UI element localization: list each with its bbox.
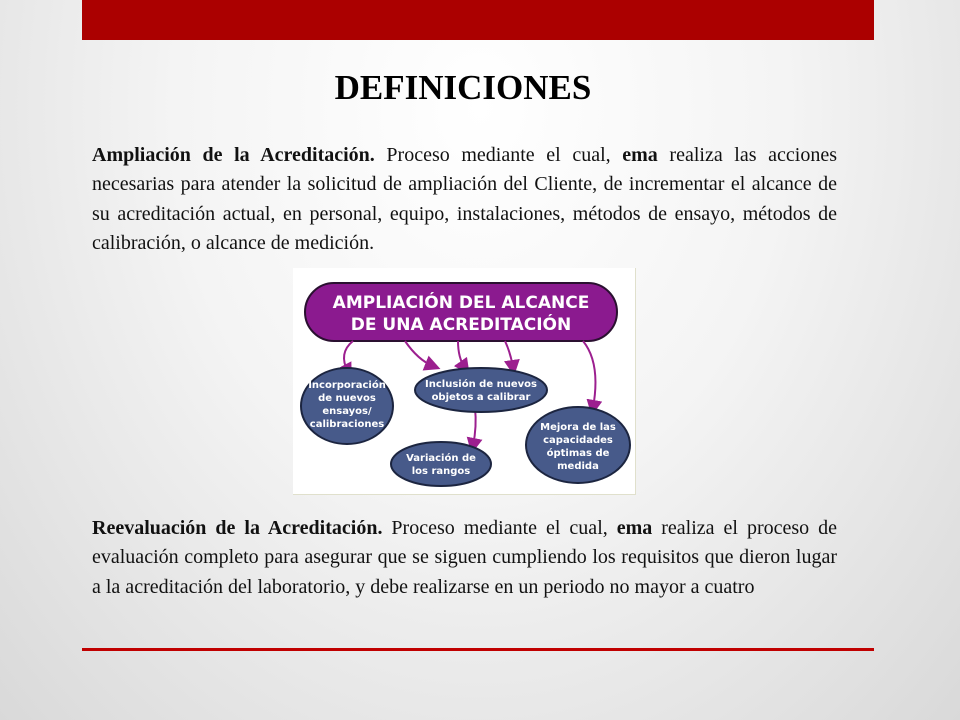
arrow-to-node4 — [583, 341, 595, 408]
node4-line3: óptimas de — [546, 448, 610, 459]
arrow-to-node3 — [473, 408, 476, 446]
node1-line1: Incorporación — [308, 380, 386, 391]
node3-line1: Variación de — [406, 453, 476, 464]
definition-reevaluacion — [92, 514, 837, 602]
node-variacion — [391, 442, 491, 486]
term-reevaluacion: Reevaluación de la Acreditación. — [92, 517, 383, 539]
term-ampliacion: Ampliación de la Acreditación. — [92, 144, 375, 166]
ema-label: ema — [622, 144, 658, 166]
para1-text-b: realiza las acciones necesarias para atender la solicitud de ampliación del Cliente, de incrementar el alcance de su acreditación actual, en personal, equipo, instalaciones, métodos de ensayo, métodos de calibración, o alcance de medición. — [92, 144, 837, 255]
arrow-to-node1b — [405, 341, 433, 366]
arrow-to-node2 — [458, 341, 465, 368]
main-node-line2: DE UNA ACREDITACIÓN — [350, 315, 572, 335]
node4-line2: capacidades — [543, 435, 613, 446]
node2-line2: objetos a calibrar — [431, 392, 531, 403]
slide-title: DEFINICIONES — [334, 68, 592, 107]
main-node-line1: AMPLIACIÓN DEL ALCANCE — [332, 293, 590, 313]
concept-diagram-svg — [293, 268, 635, 494]
node1-line2: de nuevos — [318, 393, 376, 404]
arrow-to-node2b — [505, 341, 513, 368]
node1-line3: ensayos/ — [322, 406, 372, 417]
para2-text-b: realiza el proceso de evaluación completo para asegurar que se siguen cumpliendo los requisitos que dieron lugar a la acreditación del laboratorio, y debe realizarse en un periodo no mayor a cuatro — [92, 517, 837, 598]
definition-ampliacion — [92, 141, 837, 259]
node4-line1: Mejora de las — [540, 422, 616, 433]
para2-text-a: Proceso mediante el cual, — [382, 517, 617, 539]
top-accent-bar — [82, 0, 874, 40]
node3-line2: los rangos — [411, 466, 471, 477]
node2-line1: Inclusión de nuevos — [425, 379, 537, 390]
concept-diagram — [293, 268, 636, 495]
node1-line4: calibraciones — [309, 419, 385, 430]
ema-label-2: ema — [616, 517, 653, 539]
node4-line4: medida — [557, 461, 599, 472]
para1-text-a: Proceso mediante el cual, — [374, 144, 623, 166]
bottom-divider — [82, 648, 874, 651]
node-inclusion — [415, 368, 547, 412]
